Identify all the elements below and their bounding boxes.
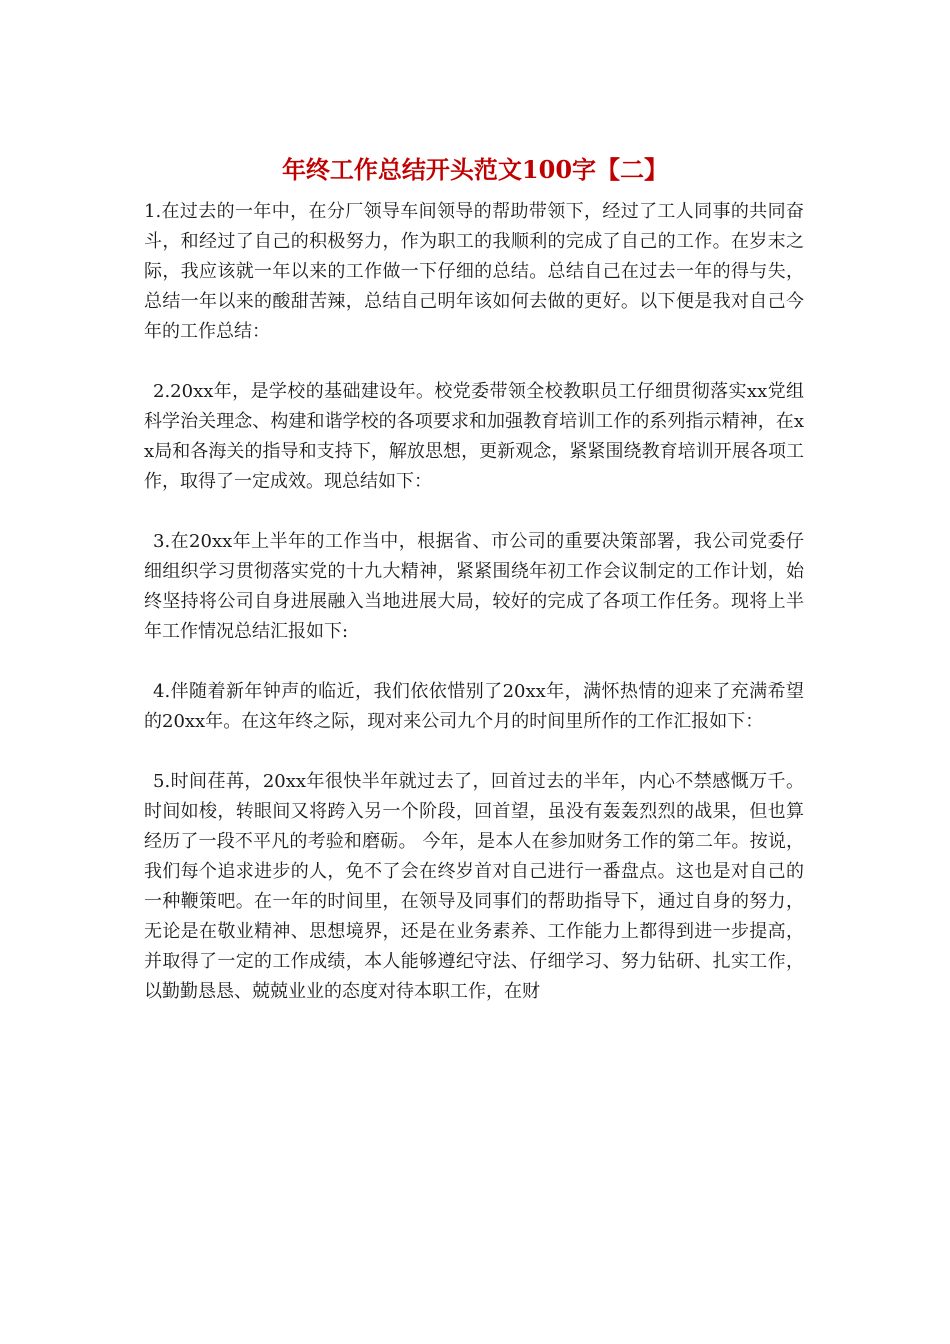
paragraph-3: 3.在20xx年上半年的工作当中，根据省、市公司的重要决策部署，我公司党委仔细组织学习贯彻落实党的十九大精神，紧紧围绕年初工作会议制定的工作计划，始终坚持将公司自身进展融入当地进展大局，较好的完成了各项工作任务。现将上半年工作情况总结汇报如下: bbox=[144, 531, 804, 642]
paragraph-2: 2.20xx年，是学校的基础建设年。校党委带领全校教职员工仔细贯彻落实xx党组科学治关理念、构建和谐学校的各项要求和加强教育培训工作的系列指示精神，在xx局和各海关的指导和支持下，解放思想，更新观念，紧紧围绕教育培训开展各项工作，取得了一定成效。现总结如下： bbox=[144, 381, 804, 492]
document-body bbox=[144, 197, 804, 1037]
paragraph-1: 1.在过去的一年中，在分厂领导车间领导的帮助带领下，经过了工人同事的共同奋斗，和经过了自己的积极努力，作为职工的我顺利的完成了自己的工作。在岁末之际，我应该就一年以来的工作做一下仔细的总结。总结自己在过去一年的得与失，总结一年以来的酸甜苦辣，总结自己明年该如何去做的更好。以下便是我对自己今年的工作总结： bbox=[144, 201, 804, 342]
paragraph-4: 4.伴随着新年钟声的临近，我们依依惜别了20xx年，满怀热情的迎来了充满希望的20xx年。在这年终之际，现对来公司九个月的时间里所作的工作汇报如下： bbox=[144, 681, 804, 732]
paragraph-5: 5.时间荏苒，20xx年很快半年就过去了，回首过去的半年，内心不禁感慨万千。时间如梭，转眼间又将跨入另一个阶段，回首望，虽没有轰轰烈烈的战果，但也算经历了一段不平凡的考验和磨砺。 今年，是本人在参加财务工作的第二年。按说，我们每个追求进步的人，免不了会在终岁首对自己进行一番盘点。这也是对自己的一种鞭策吧。在一年的时间里，在领导及同事们的帮助指导下，通过自身的努力，无论是在敬业精神、思想境界，还是在业务素养、工作能力上都得到进一步提高，并取得了一定的工作成绩，本人能够遵纪守法、仔细学习、努力钻研、扎实工作，以勤勤恳恳、兢兢业业的态度对待本职工作，在财 bbox=[144, 771, 804, 1002]
document-title: 年终工作总结开头范文100字【二】 bbox=[281, 155, 669, 184]
